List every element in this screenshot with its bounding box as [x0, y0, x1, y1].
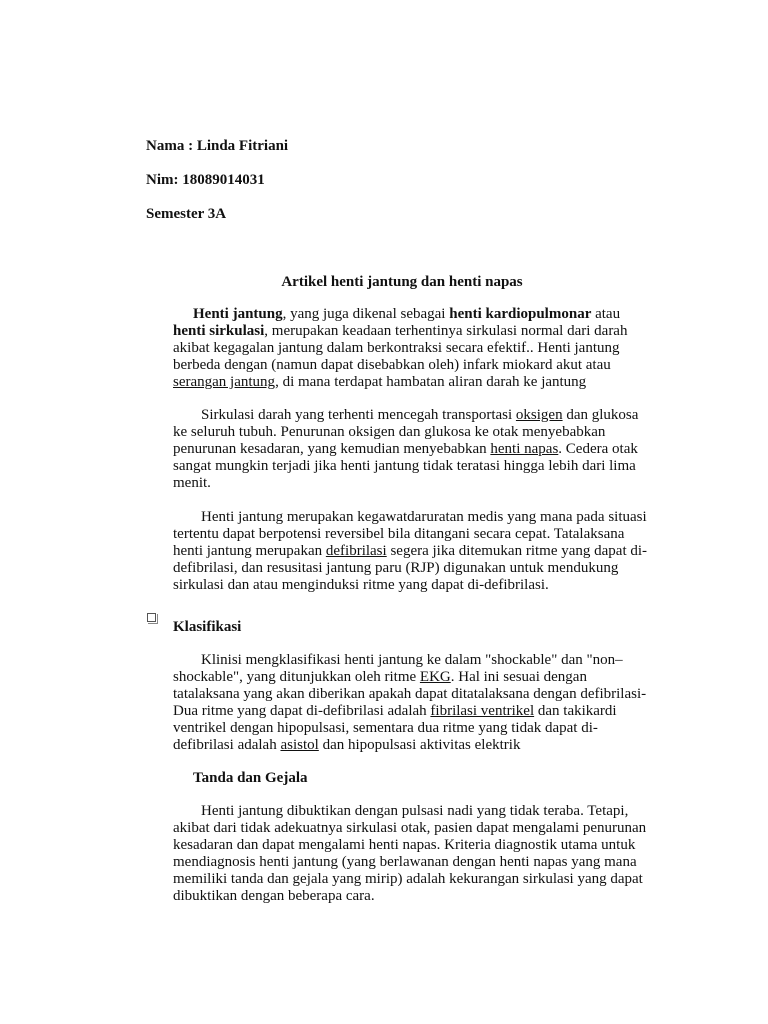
term-henti-sirkulasi: henti sirkulasi [173, 323, 265, 339]
link-oksigen[interactable]: oksigen [515, 407, 563, 423]
term-henti-jantung: Henti jantung [193, 306, 283, 322]
link-serangan-jantung[interactable]: serangan jantung [173, 374, 276, 390]
student-nim: Nim: 18089014031 [146, 172, 265, 188]
paragraph-tatalaksana: Henti jantung merupakan kegawatdaruratan medis yang mana pada situasi tertentu dapat berpotensi reversibel bila ditangani secara cepat. Tatalaksana henti jantung merupakan defibrilasi segera jika ditemukan ritme yang dapat di-defibrilasi, dan resusitasi jantung paru (RJP) digunakan untuk mendukung sirkulasi dan atau menginduksi ritme yang dapat di-defibrilasi. [173, 509, 648, 593]
paragraph-sirkulasi: Sirkulasi darah yang terhenti mencegah transportasi oksigen dan glukosa ke seluruh tubuh. Penurunan oksigen dan glukosa ke otak menyebabkan penurunan kesadaran, yang kemudian menyebabkan henti napas. Cedera otak sangat mungkin terjadi jika henti jantung tidak teratasi hingga lebih dari lima menit. [173, 407, 639, 491]
student-name: Nama : Linda Fitriani [146, 138, 289, 154]
link-asistol[interactable]: asistol [280, 737, 319, 753]
paragraph-klasifikasi: Klinisi mengklasifikasi henti jantung ke dalam "shockable" dan "non–shockable", yang ditunjukkan oleh ritme EKG. Hal ini sesuai dengan tatalaksana yang akan diberikan apakah dapat ditatalaksana dengan defibrilasi-Dua ritme yang dapat di-defibrilasi adalah fibrilasi ventrikel dan takikardi ventrikel dengan hipopulsasi, sementara dua ritme yang tidak dapat di-defibrilasi adalah asistol dan hipopulsasi aktivitas elektrik [173, 652, 647, 753]
link-defibrilasi[interactable]: defibrilasi [325, 543, 387, 559]
link-fibrilasi-ventrikel[interactable]: fibrilasi ventrikel [430, 703, 535, 719]
student-semester: Semester 3A [146, 206, 227, 222]
heading-tanda-gejala: Tanda dan Gejala [193, 770, 308, 786]
link-ekg[interactable]: EKG [419, 669, 451, 685]
paragraph-intro: Henti jantung, yang juga dikenal sebagai henti kardiopulmonar atau henti sirkulasi, merupakan keadaan terhentinya sirkulasi normal dari darah akibat kegagalan jantung dalam berkontraksi secara efektif.. Henti jantung berbeda dengan (namun dapat disebabkan oleh) infark miokard akut atau serangan jantung, di mana terdapat hambatan aliran darah ke jantung [173, 306, 628, 390]
heading-klasifikasi: Klasifikasi [173, 619, 242, 635]
link-henti-napas[interactable]: henti napas [490, 441, 559, 457]
article-title: Artikel henti jantung dan henti napas [281, 274, 523, 290]
bullet-checkbox-icon [147, 613, 156, 622]
paragraph-tanda-gejala: Henti jantung dibuktikan dengan pulsasi nadi yang tidak teraba. Tetapi, akibat dari tidak adekuatnya sirkulasi otak, pasien dapat mengalami penurunan kesadaran dan dapat mengalami henti napas. Kriteria diagnostik utama untuk mendiagnosis henti jantung (yang berlawanan dengan henti napas yang mana memiliki tanda dan gejala yang mirip) adalah kekurangan sirkulasi yang dapat dibuktikan dengan beberapa cara. [173, 803, 647, 904]
term-henti-kardiopulmonar: henti kardiopulmonar [449, 306, 592, 322]
